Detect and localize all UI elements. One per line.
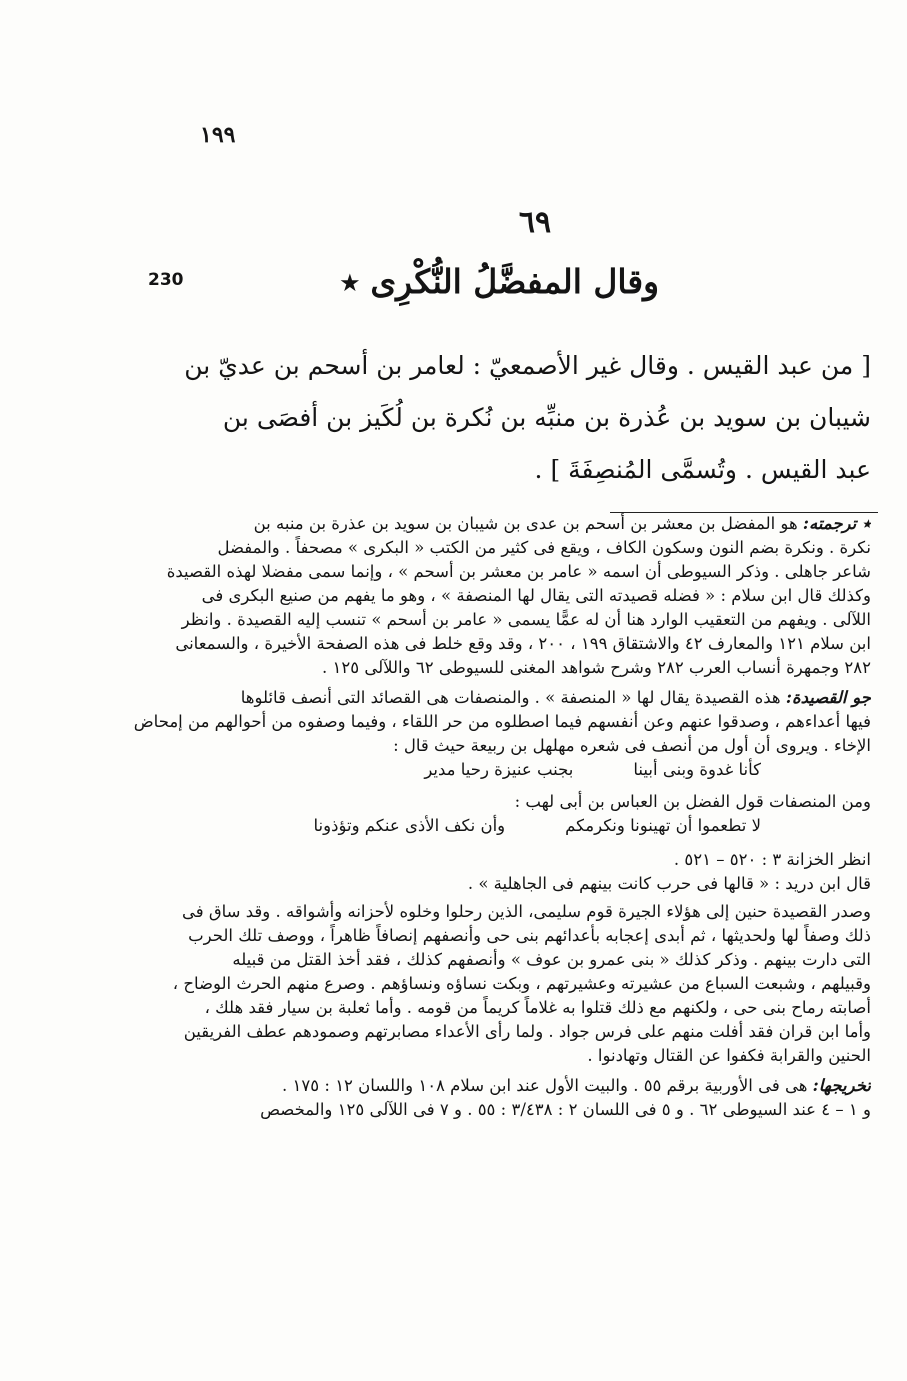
intro-line: [ من عبد القيس . وقال غير الأصمعيّ : لعامر بن أسحم بن عديّ بن <box>184 351 871 380</box>
intro-line: شيبان بن سويد بن عُذرة بن منبِّه بن نُكرة بن لُكَيز بن أفصَى بن <box>222 403 871 432</box>
note-line: التى دارت بينهم . وذكر كذلك « بنى عمرو بن عوف » وأنصفهم كذلك ، فقد أخذ القتل من قبيله <box>232 950 871 969</box>
arabic-page-number: ١٩٩ <box>200 122 236 148</box>
note-line: تخريجها: هى فى الأوربية برقم ٥٥ . والبيت الأول عند ابن سلام ١٠٨ واللسان ١٢ : ١٧٥ . <box>282 1076 871 1095</box>
note-line: نكرة . ونكرة بضم النون وسكون الكاف ، ويقع فى كثير من الكتب « البكرى » مصحفاً . والمفضل <box>217 538 871 557</box>
poem-heading: وقال المفضَّلُ النُّكْرِى ٭ <box>340 262 660 301</box>
latin-page-number: 230 <box>148 270 184 290</box>
note-line: أصابته رماح بنى حى ، ولكنهم مع ذلك قتلوا به غلاماً كريماً من قومه . وأما ثعلبة بن سيار فقد هلك ، <box>204 998 871 1017</box>
note-line: انظر الخزانة ٣ : ٥٢٠ – ٥٢١ . <box>673 850 871 869</box>
note-line: وصدر القصيدة حنين إلى هؤلاء الجيرة قوم سليمى، الذين رحلوا وخلوه لأحزانه وأشواقه . وقد ساق فى <box>181 902 871 921</box>
intro-paragraph <box>131 340 871 496</box>
verse-line: لا تطعموا أن تهينونا ونكرمكموأن نكف الأذى عنكم وتؤذونا <box>313 816 761 835</box>
footnotes <box>91 512 871 1122</box>
note-line: ٢٨٢ وجمهرة أنساب العرب ٢٨٢ وشرح شواهد المغنى للسيوطى ٦٢ واللآلى ١٢٥ . <box>322 658 871 677</box>
intro-line: عبد القيس . وتُسمَّى المُنصِفَةَ ] . <box>534 455 871 484</box>
note-line: الحنين والقرابة فكفوا عن القتال وتهادنوا . <box>587 1046 871 1065</box>
note-line: و ١ – ٤ عند السيوطى ٦٢ . و ٥ فى اللسان ٢ : ٣/٤٣٨ : ٥٥ . و ٧ فى اللآلى ١٢٥ والمخصص <box>260 1100 871 1119</box>
note-line: جو القصيدة: هذه القصيدة يقال لها « المنصفة » . والمنصفات هى القصائد التى أنصف قائلوها <box>240 688 871 707</box>
note-line: الإخاء . ويروى أن أول من أنصف فى شعره مهلهل بن ربيعة حيث قال : <box>393 736 871 755</box>
note-line: قال ابن دريد : « قالها فى حرب كانت بينهم فى الجاهلية » . <box>467 874 871 893</box>
note-label-takhrij: تخريجها: <box>812 1076 871 1095</box>
note-line: وأما ابن قران فقد أفلت منهم على فرس جواد . ولما رأى الأعداء مصابرتهم وصمودهم عطف الفريقين <box>183 1022 871 1041</box>
poem-number: ٦٩ <box>518 205 552 240</box>
note-line: وقبيلهم ، وشبعت السباع من عشيرته وعشيرتهم ، وبكت نساؤه ونساؤهم . وصرع منهم الحرث الوضاح ، <box>172 974 871 993</box>
note-line: وكذلك قال ابن سلام : « فضله قصيدته التى يقال لها المنصفة » ، وهو ما يفهم من صنيع البكرى فى <box>201 586 871 605</box>
verse-line: كأنا غدوة وبنى أبينابجنب عنيزة رحيا مدير <box>424 760 761 779</box>
note-line: اللآلى . ويفهم من التعقيب الوارد هنا أن له عمًّا يسمى « عامر بن أسحم » تنسب إليه القصيدة . وانظر <box>181 610 871 629</box>
note-line: فيها أعداءهم ، وصدقوا عنهم وعن أنفسهم فيما اصطلوه من حر اللقاء ، وفيما وصفوه من أحوالهم من إمحاض <box>133 712 871 731</box>
note-label-qasida: جو القصيدة: <box>785 688 871 707</box>
note-line: ٭ ترجمته: هو المفضل بن معشر بن أسحم بن عدى بن شيبان بن سويد بن عذرة بن منبه بن <box>253 514 871 533</box>
note-line: ابن سلام ١٢١ والمعارف ٤٢ والاشتقاق ١٩٩ ، ٢٠٠ ، وقد وقع خلط فى هذه الصفحة الأخيرة ، والسمعانى <box>175 634 871 653</box>
note-line: ومن المنصفات قول الفضل بن العباس بن أبى لهب : <box>514 792 871 811</box>
note-line: ذلك وصفاً لها ولحديثها ، ثم أبدى إعجابه بأعدائهم بنى حى وأنصفهم إنصافاً ظاهراً ، ووصف تلك الحرب <box>188 926 871 945</box>
note-label-tarjama: ٭ ترجمته: <box>802 514 871 533</box>
note-line: شاعر جاهلى . وذكر السيوطى أن اسمه « عامر بن معشر بن أسحم » ، وإنما سمى مفضلا لهذه القصيدة <box>166 562 871 581</box>
